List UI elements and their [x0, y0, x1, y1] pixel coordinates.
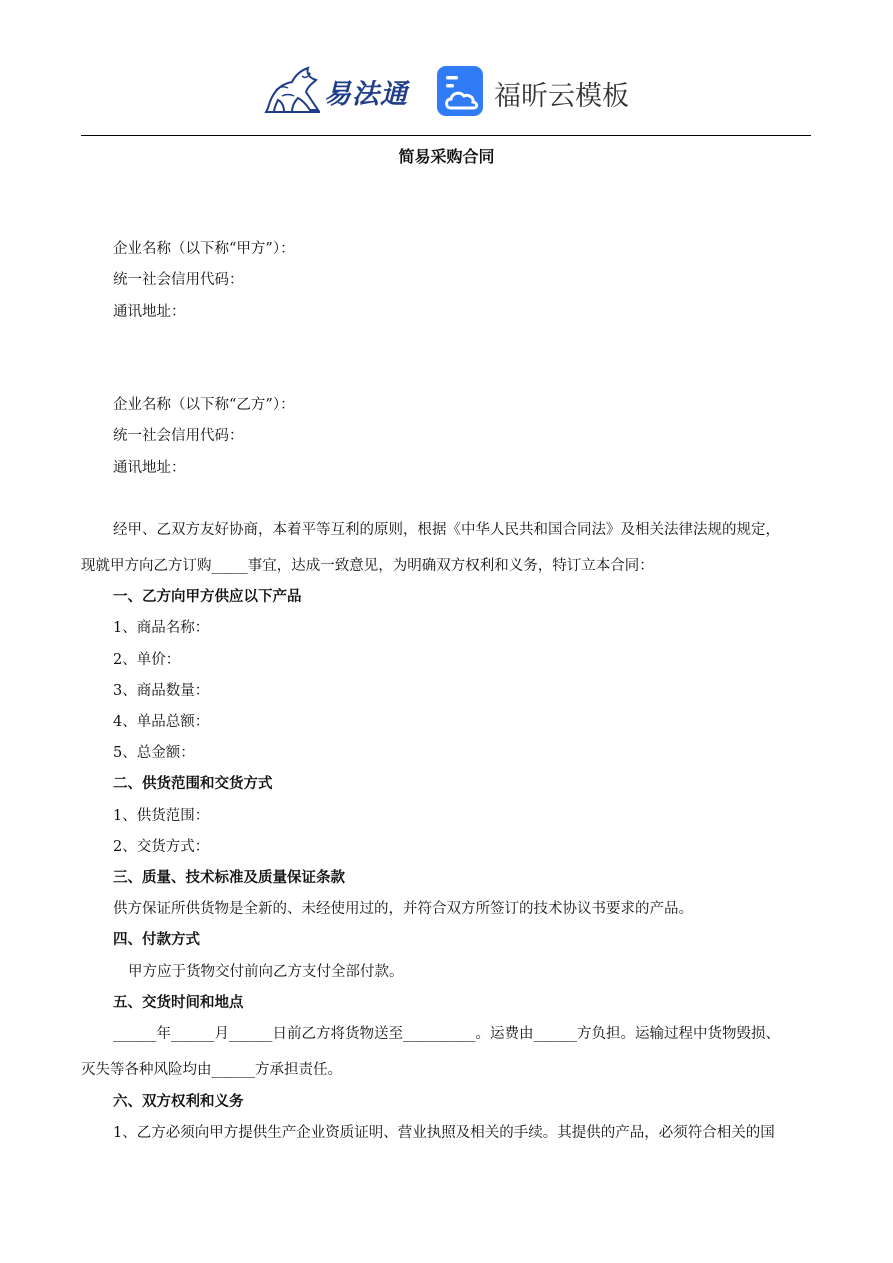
party-b-name: 企业名称（以下称“乙方”）：: [113, 397, 295, 413]
party-b-address: 通讯地址：: [113, 460, 186, 476]
section4-text: 甲方应于货物交付前向乙方支付全部付款。: [128, 964, 404, 980]
fuxin-logo: [437, 66, 637, 118]
party-a-name: 企业名称（以下称“甲方”）：: [113, 241, 295, 257]
section1-heading: 一、乙方向甲方供应以下产品: [113, 588, 302, 605]
section2-heading: 二、供货范围和交货方式: [113, 775, 273, 792]
document-title: 简易采购合同: [398, 147, 495, 166]
horse-seal-icon: [262, 62, 324, 116]
section1-item-1: 1、商品名称：: [113, 620, 210, 636]
document-header: [0, 58, 893, 124]
party-b-credit-code: 统一社会信用代码：: [113, 428, 244, 444]
intro-paragraph-line1: 经甲、乙双方友好协商，本着平等互利的原则，根据《中华人民共和国合同法》及相关法律法规的规定，: [113, 522, 780, 538]
section5-heading: 五、交货时间和地点: [113, 994, 244, 1011]
section1-item-3: 3、商品数量：: [113, 683, 210, 699]
section3-text: 供方保证所供货物是全新的、未经使用过的，并符合双方所签订的技术协议书要求的产品。: [113, 901, 693, 917]
section6-heading: 六、双方权利和义务: [113, 1093, 244, 1110]
party-a-address: 通讯地址：: [113, 304, 186, 320]
party-a-credit-code: 统一社会信用代码：: [113, 272, 244, 288]
section5-text-line1: ______年______月______日前乙方将货物送至__________。运费由______方负担。运输过程中货物毁损、: [113, 1026, 780, 1042]
yifatong-logo: [262, 62, 422, 116]
section1-item-2: 2、单价：: [113, 652, 181, 668]
fuxin-brand-text: 福昕云模板: [494, 81, 629, 112]
header-divider: [81, 135, 811, 136]
section1-item-4: 4、单品总额：: [113, 714, 210, 730]
yifatong-brand-text: 易法通: [324, 79, 408, 110]
intro-paragraph-line2: 现就甲方向乙方订购_____事宜，达成一致意见，为明确双方权利和义务，特订立本合同：: [81, 558, 654, 574]
cloud-document-icon: [437, 66, 483, 116]
section5-text-line2: 灭失等各种风险均由______方承担责任。: [81, 1062, 342, 1078]
section6-text-line1: 1、乙方必须向甲方提供生产企业资质证明、营业执照及相关的手续。其提供的产品，必须符合相关的国: [113, 1125, 775, 1141]
section2-item-1: 1、供货范围：: [113, 808, 210, 824]
section1-item-5: 5、总金额：: [113, 745, 195, 761]
section4-heading: 四、付款方式: [113, 931, 200, 948]
section2-item-2: 2、交货方式：: [113, 839, 210, 855]
section3-heading: 三、质量、技术标准及质量保证条款: [113, 869, 345, 886]
